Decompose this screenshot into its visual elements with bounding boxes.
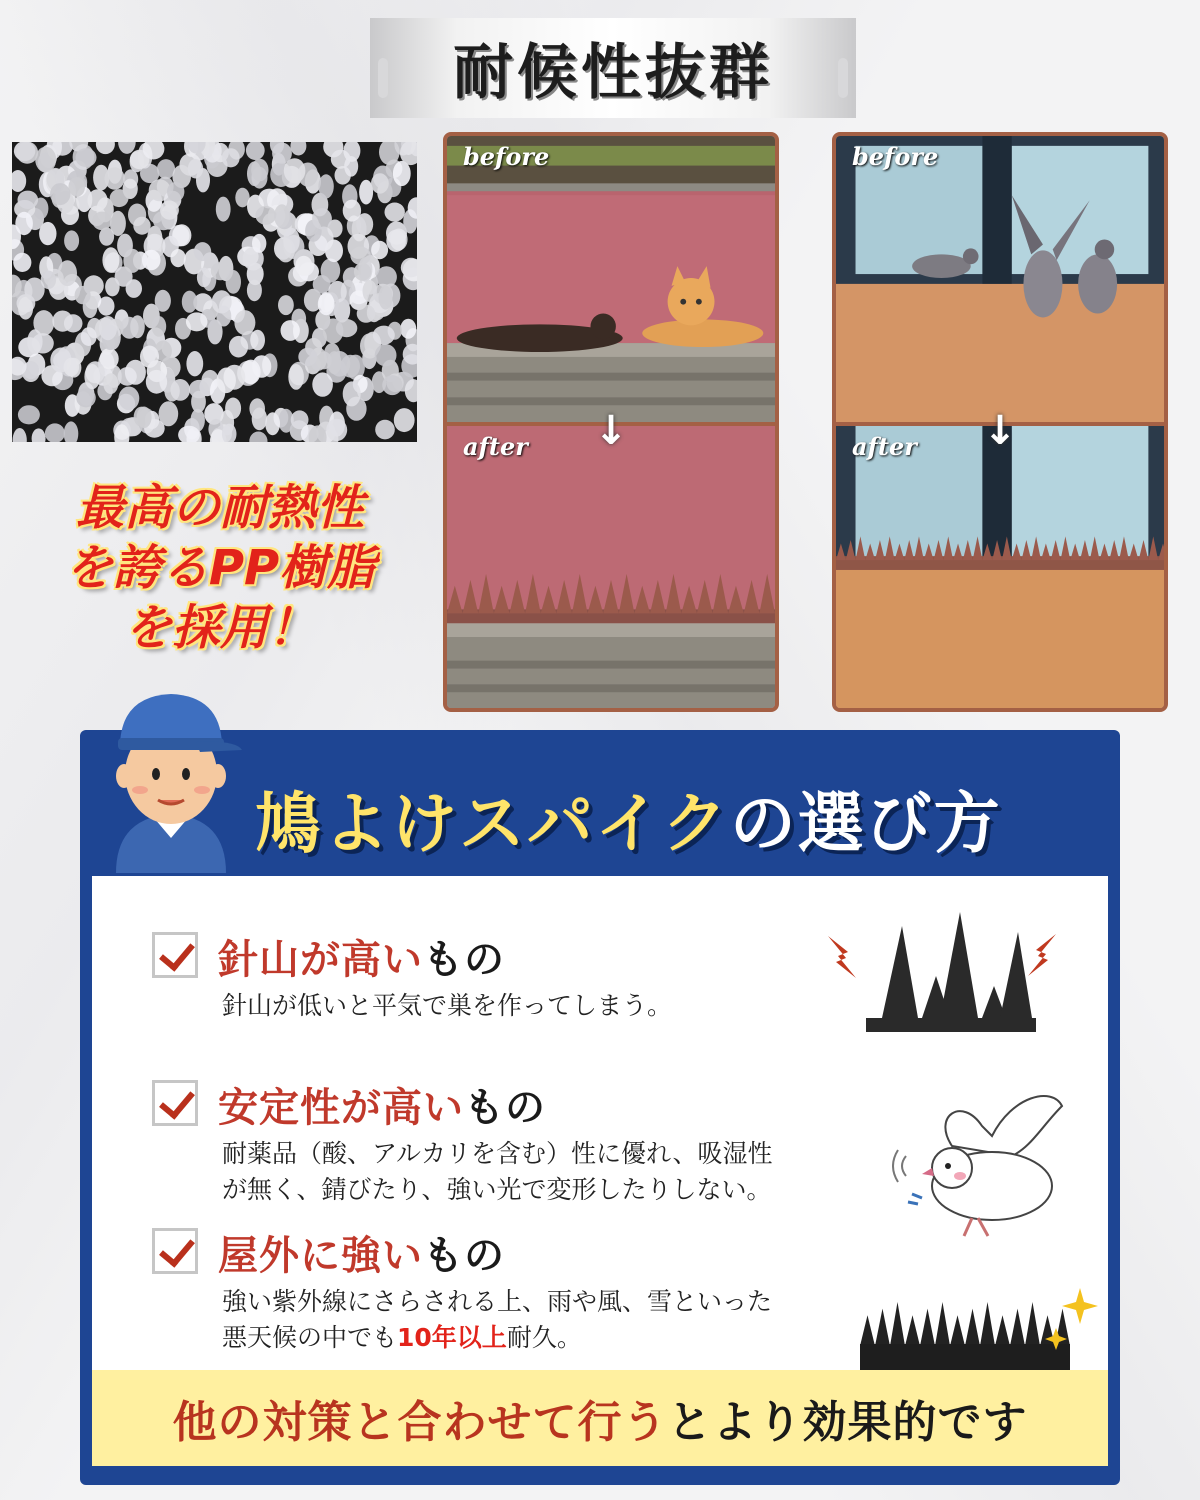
pellet: [167, 182, 184, 202]
pellet: [152, 316, 167, 337]
pellet: [288, 364, 304, 390]
pellet: [278, 295, 294, 315]
pellet: [45, 423, 65, 442]
spike: [995, 1315, 1010, 1346]
pellet: [350, 247, 370, 265]
pellet: [92, 212, 112, 231]
pellet: [102, 247, 119, 273]
guide-title: [255, 770, 1002, 865]
spike: [890, 1302, 905, 1346]
footer-advice: [92, 1370, 1108, 1466]
pellet: [18, 191, 39, 209]
pellet: [249, 432, 267, 443]
down-arrow-icon: ↓: [594, 408, 628, 454]
down-arrow-icon: ↓: [983, 408, 1017, 454]
title-banner: [370, 18, 856, 118]
pellet: [400, 319, 416, 339]
banner-cap-left: [378, 58, 388, 98]
guide-body: [92, 876, 1108, 1466]
pellet: [344, 156, 358, 177]
pellet: [12, 170, 26, 192]
pellet: [146, 370, 167, 394]
pellet: [58, 260, 77, 286]
criterion-description: 耐薬品（酸、アルカリを含む）性に優れ、吸湿性 が無く、錆びたり、強い光で変形したりしない。: [222, 1139, 773, 1204]
pellet: [290, 142, 306, 156]
pellet: [385, 203, 405, 222]
cats-after-photo: [447, 422, 775, 708]
pellet: [234, 310, 255, 335]
pellet: [186, 312, 208, 331]
pellet: [64, 230, 79, 251]
pellet: [246, 142, 265, 160]
pigeons-before-photo: [836, 136, 1164, 422]
pellet: [123, 249, 141, 273]
pellet: [188, 159, 203, 179]
spike: [875, 1309, 890, 1346]
pellet: [13, 428, 27, 442]
pellet: [252, 234, 266, 253]
pellet: [96, 142, 115, 154]
criterion-title: 針山が高いもの: [218, 937, 505, 983]
pellet: [312, 372, 333, 396]
claim-line-1: 最高の耐熱性: [75, 480, 364, 536]
page-title: 耐候性抜群: [453, 38, 773, 108]
criterion-title: 安定性が高いもの: [218, 1085, 546, 1131]
spike: [905, 1315, 920, 1346]
pellet: [186, 351, 203, 376]
pellet: [140, 346, 159, 368]
pellet: [281, 320, 300, 341]
checkbox-icon: [152, 1080, 198, 1126]
pellet: [64, 421, 79, 442]
pellet: [216, 197, 231, 222]
pellet: [182, 291, 197, 313]
checkbox-icon: [152, 1228, 198, 1274]
pellet: [197, 268, 211, 288]
pellet: [50, 183, 70, 205]
pellet: [249, 398, 265, 419]
pellet: [359, 180, 373, 205]
pigeons-before-label: before: [852, 142, 939, 171]
pellet: [394, 408, 415, 432]
pellet: [255, 206, 276, 225]
pellet: [13, 253, 31, 272]
pellet: [81, 327, 97, 346]
pellet: [401, 258, 417, 278]
spike: [1010, 1309, 1025, 1346]
pellet: [357, 305, 376, 323]
pellet: [295, 256, 312, 276]
pellet: [105, 167, 125, 189]
checkbox-icon: [152, 932, 198, 978]
pellet: [18, 405, 40, 424]
pellet: [133, 217, 150, 235]
footer-text: 他の対策と合わせて行うとより効果的です: [172, 1397, 1028, 1448]
pellet: [379, 285, 393, 309]
pellet: [274, 204, 290, 228]
pellet: [103, 373, 118, 394]
pellet: [222, 148, 240, 167]
pellet: [252, 355, 271, 378]
pellet: [189, 380, 209, 398]
spike: [920, 1309, 935, 1346]
pellet: [76, 388, 96, 407]
pellet: [371, 241, 388, 259]
spike: [935, 1302, 950, 1346]
pellet: [76, 148, 97, 167]
pellet: [160, 201, 179, 220]
pellet: [64, 358, 80, 377]
pigeons-after-label: after: [852, 432, 917, 461]
banner-cap-right: [838, 58, 848, 98]
pellet: [155, 290, 171, 312]
pellet: [375, 344, 397, 366]
pigeon-icon: [892, 1086, 1122, 1256]
spike-strip-icon: [852, 1274, 1112, 1384]
pellet: [373, 326, 395, 345]
before-after-panel-pigeons: [832, 132, 1168, 712]
pellet: [52, 311, 73, 332]
pellet: [137, 407, 152, 429]
pellet: [217, 368, 236, 394]
pp-pellets-photo: [12, 142, 417, 442]
pellet: [170, 379, 190, 401]
worker-avatar-icon: [96, 678, 246, 873]
pellet: [170, 249, 185, 267]
before-after-panel-cats: [443, 132, 779, 712]
pellet: [283, 228, 300, 253]
pellet: [194, 242, 211, 261]
pellet: [211, 262, 230, 280]
spike: [980, 1302, 995, 1346]
pellet: [298, 348, 317, 366]
claim-line-3: を採用！: [123, 600, 316, 656]
spike: [860, 1315, 875, 1346]
pellet: [32, 428, 46, 442]
pellet: [229, 336, 248, 358]
pellet: [386, 230, 406, 252]
pellet: [318, 293, 335, 315]
pellet: [251, 159, 268, 182]
pellet: [110, 189, 129, 207]
pellet: [250, 330, 265, 351]
guide-title-main: 鳩よけスパイク: [255, 785, 730, 862]
pellet: [118, 142, 136, 154]
cats-after-label: after: [463, 432, 528, 461]
pellet: [323, 318, 344, 343]
cats-before-label: before: [463, 142, 550, 171]
pellet: [24, 278, 44, 302]
pellet: [272, 143, 292, 164]
pellet: [343, 200, 361, 222]
pellet: [119, 387, 140, 411]
pellet: [157, 159, 175, 179]
durability-years: 10年以上: [397, 1323, 507, 1352]
pellet: [99, 316, 117, 340]
criterion-description: 針山が低いと平気で巣を作ってしまう。: [222, 991, 673, 1020]
pellet: [312, 208, 332, 229]
guide-title-suffix: の選び方: [729, 785, 1002, 862]
spike: [950, 1315, 965, 1346]
pellet: [371, 173, 389, 193]
pellet: [247, 280, 262, 302]
spike: [1025, 1302, 1040, 1346]
spike: [965, 1309, 980, 1346]
pellet: [27, 329, 42, 354]
pellet: [84, 364, 100, 389]
criterion-description: 強い紫外線にさらされる上、雨や風、雪といった 悪天候の中でも10年以上耐久。: [222, 1287, 773, 1352]
pellet: [318, 174, 333, 198]
cats-before-photo: [447, 136, 775, 422]
pellet: [375, 420, 395, 440]
spike-icon: [822, 906, 1082, 1046]
pellet: [75, 286, 91, 304]
pellet: [326, 419, 347, 441]
pellet: [354, 263, 371, 281]
pellet: [16, 142, 38, 164]
pellet: [382, 375, 402, 395]
pellet: [15, 212, 33, 235]
pellet: [87, 189, 107, 211]
pellet: [343, 381, 361, 406]
claim-line-2: を誇るPP樹脂: [64, 540, 376, 596]
pigeons-after-photo: [836, 422, 1164, 708]
criterion-title: 屋外に強いもの: [218, 1233, 505, 1279]
pellet: [212, 290, 232, 313]
pp-resin-claim: [20, 478, 420, 658]
pellet: [363, 280, 377, 302]
pellet: [265, 412, 280, 435]
